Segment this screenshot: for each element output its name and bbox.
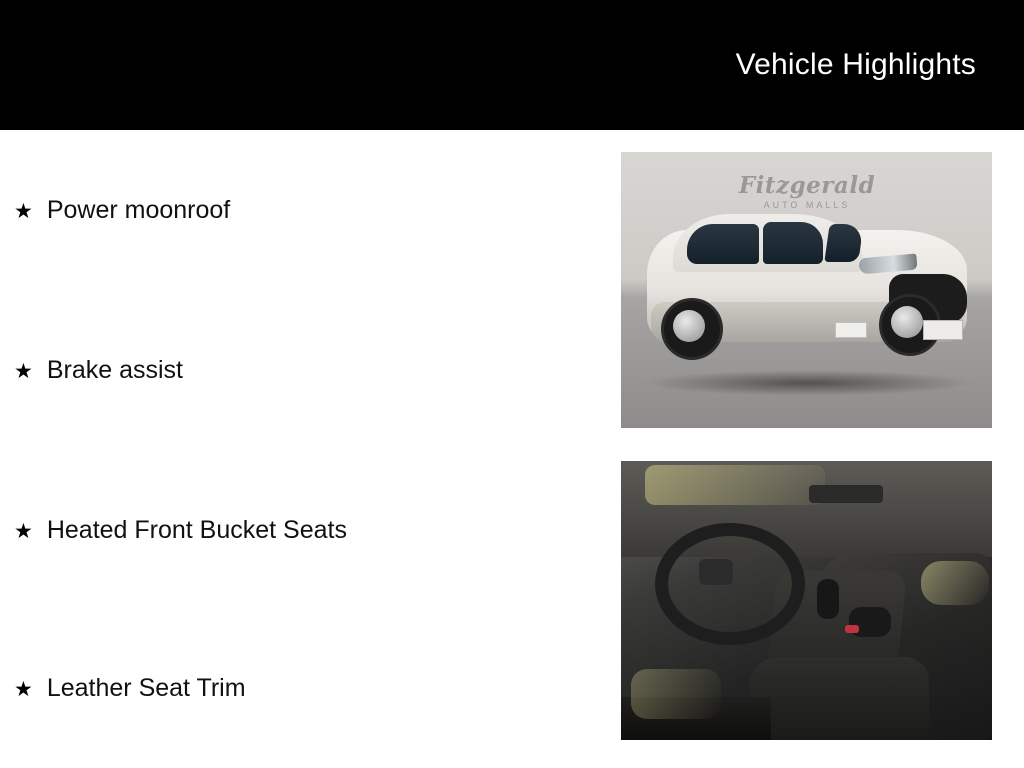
- star-bullet-icon: ★: [14, 678, 33, 701]
- list-item: [14, 355, 183, 385]
- feature-label: Leather Seat Trim: [46, 674, 246, 702]
- steering-wheel-hub: [699, 559, 733, 585]
- driver-seat-cushion: [749, 657, 929, 740]
- star-bullet-icon: ★: [14, 200, 33, 223]
- vehicle-exterior-photo: [621, 152, 992, 428]
- door-sunlight-highlight: [631, 669, 721, 719]
- car-windshield: [824, 224, 863, 262]
- feature-label: Brake assist: [46, 356, 183, 384]
- dealer-watermark-name: Fitzgerald: [738, 172, 876, 199]
- feature-label: Heated Front Bucket Seats: [46, 516, 347, 544]
- list-item: [14, 515, 347, 545]
- car-door-badge: [835, 322, 867, 338]
- feature-label: Power moonroof: [46, 196, 231, 224]
- car-side-window: [763, 222, 823, 264]
- header-band: [0, 0, 1024, 130]
- red-accent-detail: [845, 625, 859, 633]
- list-item: [14, 195, 230, 225]
- star-bullet-icon: ★: [14, 520, 33, 543]
- vehicle-highlights-list: [0, 150, 600, 750]
- page-title: Vehicle Highlights: [735, 48, 976, 81]
- dealer-watermark-subtitle: AUTO MALLS: [763, 200, 851, 210]
- windshield-glare: [645, 465, 825, 505]
- air-vent: [809, 485, 883, 503]
- car-shadow: [643, 370, 973, 396]
- car-rear-window: [687, 224, 759, 264]
- seat-sunlight-highlight: [921, 561, 989, 605]
- gear-shifter: [817, 579, 839, 619]
- vehicle-interior-photo: [621, 461, 992, 740]
- dealer-watermark: [717, 172, 897, 210]
- star-bullet-icon: ★: [14, 360, 33, 383]
- car-rear-wheel: [661, 298, 723, 360]
- car-license-plate: [923, 320, 963, 340]
- list-item: [14, 673, 246, 703]
